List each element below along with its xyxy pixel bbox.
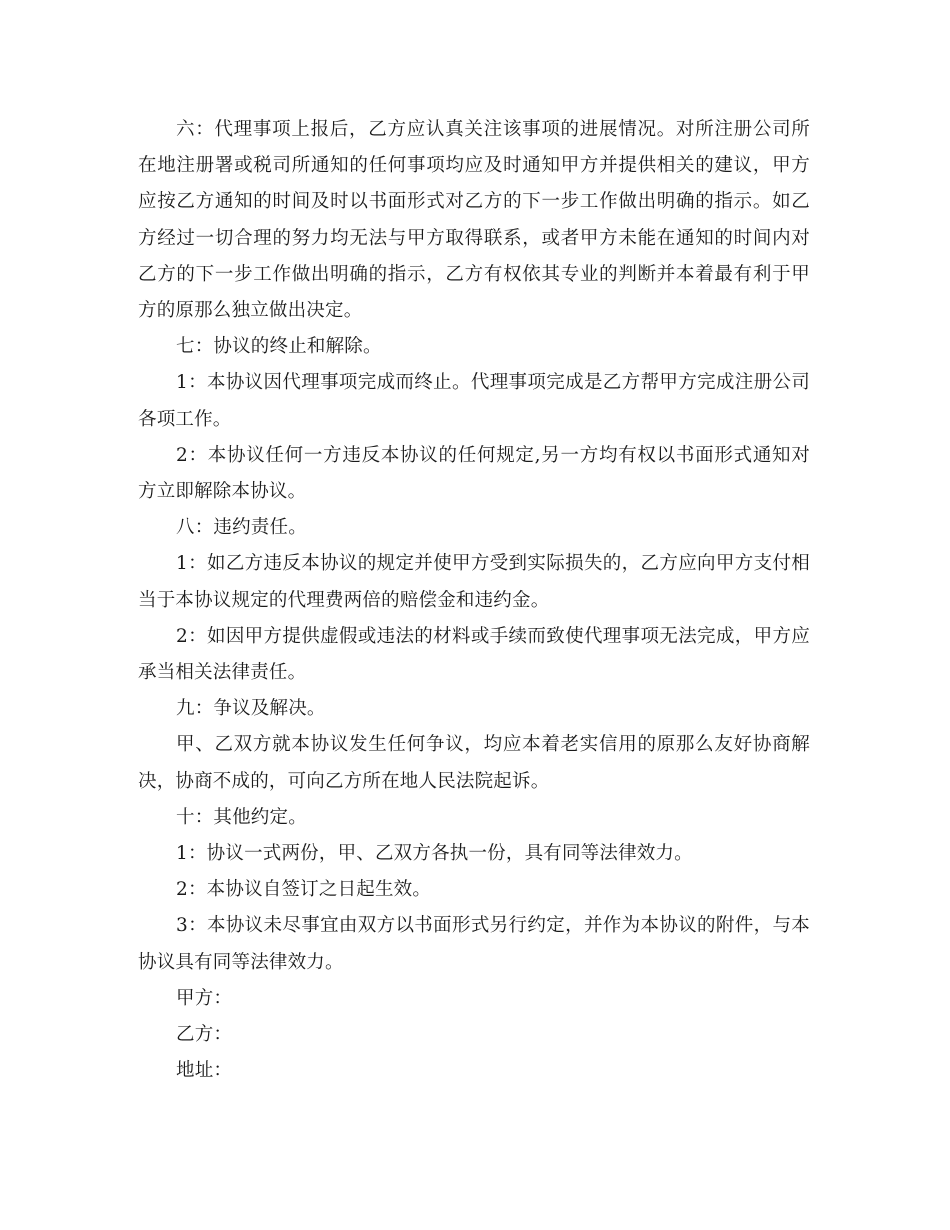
- other-terms-item-3: 3：本协议未尽事宜由双方以书面形式另行约定，并作为本协议的附件，与本协议具有同等法律效力。: [138, 915, 810, 973]
- breach-item-2: 2：如因甲方提供虚假或违法的材料或手续而致使代理事项无法完成，甲方应承当相关法律责任。: [138, 625, 810, 684]
- heading-other-terms: 十：其他约定。: [176, 806, 307, 828]
- signature-party-b: 乙方：: [176, 1024, 233, 1046]
- signature-address: 地址：: [176, 1060, 233, 1082]
- heading-dispute-resolution: 九：争议及解决。: [176, 698, 326, 720]
- dispute-clause: 甲、乙双方就本协议发生任何争议，均应本着老实信用的原那么友好协商解决，协商不成的，可向乙方所在地人民法院起诉。: [138, 734, 810, 792]
- clause-six-reporting: 六：代理事项上报后，乙方应认真关注该事项的进展情况。对所注册公司所在地注册署或税司所通知的任何事项均应及时通知甲方并提供相关的建议，甲方应按乙方通知的时间及时以书面形式对乙方的下一步工作做出明确的指示。如乙方经过一切合理的努力均无法与甲方取得联系，或者甲方未能在通知的时间内对乙方的下一步工作做出明确的指示，乙方有权依其专业的判断并本着最有利于甲方的原那么独立做出决定。: [138, 119, 810, 322]
- other-terms-item-2: 2：本协议自签订之日起生效。: [176, 879, 432, 901]
- termination-item-2: 2：本协议任何一方违反本协议的任何规定,另一方均有权以书面形式通知对方立即解除本协议。: [138, 444, 810, 503]
- heading-termination: 七：协议的终止和解除。: [176, 336, 382, 358]
- breach-item-1: 1：如乙方违反本协议的规定并使甲方受到实际损失的，乙方应向甲方支付相当于本协议规定的代理费两倍的赔偿金和违约金。: [138, 553, 810, 611]
- heading-breach-liability: 八：违约责任。: [176, 517, 307, 539]
- document-body: [138, 112, 810, 1089]
- other-terms-item-1: 1：协议一式两份，甲、乙双方各执一份，具有同等法律效力。: [176, 843, 693, 865]
- signature-party-a: 甲方：: [176, 987, 233, 1009]
- termination-item-1: 1：本协议因代理事项完成而终止。代理事项完成是乙方帮甲方完成注册公司各项工作。: [138, 372, 810, 430]
